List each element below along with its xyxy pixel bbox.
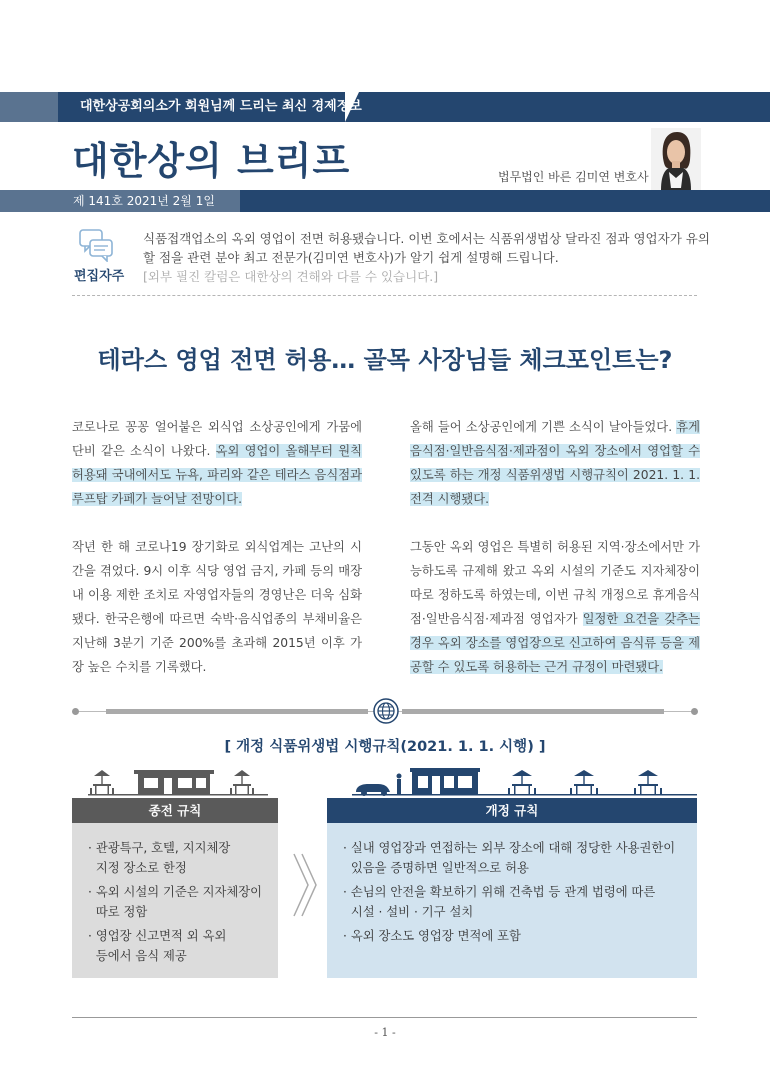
issue-info: 제 141호 2021년 2월 1일 (73, 194, 215, 208)
header-tagline: 대한상공회의소가 회원님께 드리는 최신 경제정보 (80, 99, 362, 114)
rules-title: [ 개정 식품위생법 시행규칙(2021. 1. 1. 시행) ] (224, 739, 546, 755)
paragraph: 올해 들어 소상공인에게 기쁜 소식이 날아들었다. 휴게음식점·일반음식점·제과점이 옥외 장소에서 영업할 수 있도록 하는 개정 식품위생법 시행규칙이 2021. 1. 1. 전격 시행됐다. (410, 420, 700, 506)
separator-bar (402, 709, 664, 714)
highlight: 일정한 요건을 갖추는 경우 옥외 장소를 영업장으로 신고하여 음식류 등을 제공할 수 있도록 허용하는 근거 규정이 마련됐다. (410, 612, 701, 674)
separator-bar (106, 709, 368, 714)
new-rule-header: 개정 규칙 (327, 798, 697, 823)
paragraph: 작년 한 해 코로나19 장기화로 외식업계는 고난의 시간을 겪었다. 9시 이후 식당 영업 금지, 카페 등의 매장 내 이용 제한 조치로 자영업자들의 경영난은 더욱 심화됐다. 한국은행에 따르면 숙박·음식업종의 부채비율은 지난해 3분기 기준 200%를 초과해 2015년 이후 가장 높은 수치를 기록했다. (72, 540, 362, 674)
editor-disclaimer: [외부 필진 칼럼은 대한상의 견해와 다를 수 있습니다.] (143, 269, 439, 284)
parasol-table-icon (352, 764, 697, 800)
article-column-right (410, 415, 700, 703)
paragraph: 코로나로 꽁꽁 얼어붙은 외식업 소상공인에게 가뭄에 단비 같은 소식이 나왔다. 옥외 영업이 올해부터 원칙 허용돼 국내에서도 뉴욕, 파리와 같은 테라스 음식점과 루프탑 카페가 늘어날 전망이다. (72, 420, 362, 506)
article-column-left (72, 415, 362, 703)
editor-note-text: 식품접객업소의 옥외 영업이 전면 허용됐습니다. 이번 호에서는 식품위생법상 달라진 점과 영업자가 유의할 점을 관련 분야 최고 전문가(김미연 변호사)가 알기 쉽게 설명해 드립니다. (143, 231, 710, 265)
globe-icon (373, 698, 399, 728)
old-rule-item: · 영업장 신고면적 외 옥외 등에서 음식 제공 (88, 929, 227, 963)
chevron-right-icon (290, 850, 320, 924)
old-rule-item: · 관광특구, 호텔, 지지체장 지정 장소로 한정 (88, 841, 231, 875)
page-number: - 1 - (374, 1026, 396, 1039)
editor-note-label: 편집자주 (74, 269, 125, 284)
old-rule-item: · 옥외 시설의 기준은 지자체장이 따로 정함 (88, 885, 262, 919)
highlight: 휴게음식점·일반음식점·제과점이 옥외 장소에서 영업할 수 있도록 하는 개정 식품위생법 시행규칙이 2021. 1. 1. 전격 시행됐다. (410, 420, 700, 506)
article-headline: 테라스 영업 전면 허용… 골목 사장님들 체크포인트는? (97, 346, 673, 374)
author-photo (651, 128, 701, 190)
header-bar-accent (0, 92, 58, 122)
new-rule-item: · 손님의 안전을 확보하기 위해 건축법 등 관계 법령에 따른 시설 · 설비 · 기구 설치 (343, 885, 656, 919)
new-rule-item: · 옥외 장소도 영업장 면적에 포함 (343, 929, 521, 943)
new-rule-item: · 실내 영업장과 연접하는 외부 장소에 대해 정당한 사용권한이 있음을 증명하면 일반적으로 허용 (343, 841, 676, 875)
highlight: 옥외 영업이 올해부터 원칙 허용돼 국내에서도 뉴욕, 파리와 같은 테라스 음식점과 루프탑 카페가 늘어날 전망이다. (72, 444, 362, 506)
author-name: 법무법인 바른 김미연 변호사 (498, 170, 649, 184)
separator-dot (72, 708, 79, 715)
chat-bubbles-icon (78, 228, 114, 266)
divider (72, 295, 697, 296)
page-title: 대한상의 브리프 (72, 139, 351, 183)
paragraph: 그동안 옥외 영업은 특별히 허용된 지역·장소에서만 가능하도록 규제해 왔고 옥외 시설의 기준도 지자체장이 따로 정하도록 하였는데, 이번 규칙 개정으로 휴게음식점·일반음식점·제과점 영업자가 일정한 요건을 갖추는 경우 옥외 장소를 영업장으로 신고하여 음식류 등을 제공할 수 있도록 허용하는 근거 규정이 마련됐다. (410, 540, 701, 674)
old-rule-header: 종전 규칙 (72, 798, 278, 823)
footer-divider (72, 1017, 697, 1018)
restaurant-icon (88, 764, 268, 800)
separator-dot (691, 708, 698, 715)
